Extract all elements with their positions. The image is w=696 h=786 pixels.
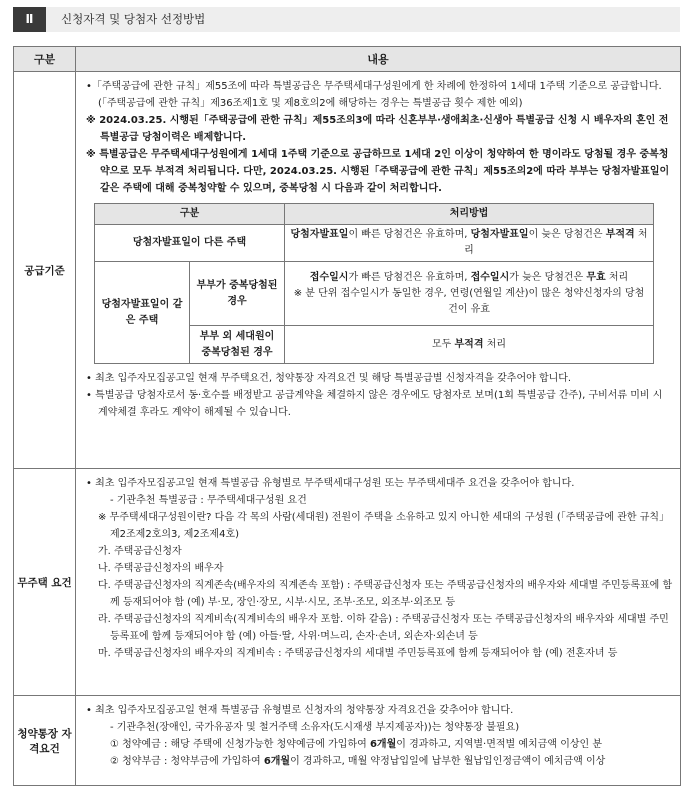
account-paragraph-1: • 최초 입주자모집공고일 현재 특별공급 유형별로 신청자의 청약통장 자격요건을 갖추어야 합니다. bbox=[86, 705, 514, 716]
account-requirement-row bbox=[14, 696, 681, 786]
homeless-requirement-content bbox=[76, 469, 681, 696]
supply-note-1: ※ 2024.03.25. 시행된「주택공급에 관한 규칙」제55조의3에 따라 신혼부부·생애최초·신생아 특별공급 신청 시 배우자의 혼인 전 특별공급 당첨이력은 배제합니다. bbox=[86, 115, 669, 143]
homeless-item: 다. 주택공급신청자의 직계존속(배우자의 직계존속 포함) : 주택공급신청자 또는 주택공급신청자의 배우자와 세대별 주민등록표에 함께 등재되어야 함 (예) 부·모, 장인·장모, 시부·시모, 조부·조모, 외조부·외조모 등 bbox=[98, 580, 673, 608]
section-title: 신청자격 및 당첨자 선정방법 bbox=[61, 12, 206, 26]
supply-paragraph-3: • 특별공급 당첨자로서 동·호수를 배정받고 공급계약을 체결하지 않은 경우에도 당첨자로 보며(1회 특별공급 간주), 구비서류 미비 시 계약체결 후라도 계약이 해제될 수 있습니다. bbox=[86, 390, 663, 418]
header-category: 구분 bbox=[14, 47, 76, 72]
couple-duplicate-method: 접수일시가 빠른 당첨건은 유효하며, 접수일시가 늦은 당첨건은 무효 처리 ※ 분 단위 접수일시가 동일한 경우, 연령(연월일 계산)이 많은 청약신청자의 당첨건이 유효 bbox=[285, 262, 654, 326]
sub-row-different-date bbox=[95, 225, 654, 262]
different-date-label: 당첨자발표일이 다른 주택 bbox=[95, 225, 285, 262]
other-member-method: 모두 부적격 처리 bbox=[285, 326, 654, 364]
supply-criteria-label: 공급기준 bbox=[14, 72, 76, 469]
account-paragraph-2: - 기관추천(장애인, 국가유공자 및 철거주택 소유자(도시재생 부지제공자))는 청약통장 불필요) bbox=[110, 722, 520, 733]
homeless-item: 라. 주택공급신청자의 직계비속(직계비속의 배우자 포함. 이하 같음) : 주택공급신청자 또는 주택공급신청자의 배우자와 세대별 주민등록표에 함께 등재되어야 함 (예) 아들·딸, 사위·며느리, 손자·손녀, 외손자·외손녀 등 bbox=[98, 614, 669, 642]
supply-criteria-content bbox=[76, 72, 681, 469]
account-requirement-content bbox=[76, 696, 681, 786]
other-member-label: 부부 외 세대원이 중복당첨된 경우 bbox=[190, 326, 285, 364]
homeless-item: 마. 주택공급신청자의 배우자의 직계비속 : 주택공급신청자의 세대별 주민등록표에 함께 등재되어야 함 (예) 전혼자녀 등 bbox=[98, 648, 618, 659]
homeless-item: 나. 주택공급신청자의 배우자 bbox=[98, 563, 224, 574]
account-requirement-label: 청약통장 자격요건 bbox=[14, 696, 76, 786]
homeless-note: ※ 무주택세대구성원이란? 다음 각 목의 사람(세대원) 전원이 주택을 소유하고 있지 아니한 세대의 구성원 (「주택공급에 관한 규칙」제2조제2호의3, 제2조제4호) bbox=[98, 512, 670, 540]
account-item-installment: ② 청약부금 : 청약부금에 가입하여 6개월이 경과하고, 매월 약정납입일에 납부한 월납입인정금액이 예치금액 이상 bbox=[110, 756, 606, 767]
homeless-requirement-label: 무주택 요건 bbox=[14, 469, 76, 696]
sub-header-method: 처리방법 bbox=[285, 204, 654, 225]
section-header bbox=[13, 7, 680, 32]
couple-duplicate-label: 부부가 중복당첨된 경우 bbox=[190, 262, 285, 326]
section-number: Ⅱ bbox=[13, 7, 46, 32]
eligibility-table bbox=[13, 46, 681, 786]
supply-paragraph-2: • 최초 입주자모집공고일 현재 무주택요건, 청약통장 자격요건 및 해당 특별공급별 신청자격을 갖추어야 합니다. bbox=[86, 373, 572, 384]
supply-note-2: ※ 특별공급은 무주택세대구성원에게 1세대 1주택 기준으로 공급하므로 1세대 2인 이상이 청약하여 한 명이라도 당첨될 경우 중복청약으로 모두 부적격 처리됩니다. 다만, 2024.03.25. 시행된「주택공급에 관한 규칙」제55조의2에 따라 부부는 당첨자발표일이 같은 주택에 대해 중복청약할 수 있으며, 중복당첨 시 다음과 같이 처리합니다. bbox=[86, 149, 670, 194]
homeless-paragraph-2: - 기관추천 특별공급 : 무주택세대구성원 요건 bbox=[110, 495, 307, 506]
homeless-paragraph-1: • 최초 입주자모집공고일 현재 특별공급 유형별로 무주택세대구성원 또는 무주택세대주 요건을 갖추어야 합니다. bbox=[86, 478, 575, 489]
different-date-method: 당첨자발표일이 빠른 당첨건은 유효하며, 당첨자발표일이 늦은 당첨건은 부적격 처리 bbox=[285, 225, 654, 262]
same-date-label: 당첨자발표일이 같은 주택 bbox=[95, 262, 190, 364]
supply-paragraph-1: •「주택공급에 관한 규칙」제55조에 따라 특별공급은 무주택세대구성원에게 한 차례에 한정하여 1세대 1주택 기준으로 공급합니다. (「주택공급에 관한 규칙」제36조제1호 및 제8호의2에 해당하는 경우는 특별공급 횟수 제한 예외) bbox=[86, 81, 662, 109]
duplicate-win-table bbox=[94, 203, 654, 364]
account-item-deposit: ① 청약예금 : 해당 주택에 신청가능한 청약예금에 가입하여 6개월이 경과하고, 지역별·면적별 예치금액 이상인 분 bbox=[110, 739, 603, 750]
header-content: 내용 bbox=[76, 47, 681, 72]
sub-header-category: 구분 bbox=[95, 204, 285, 225]
supply-criteria-row bbox=[14, 72, 681, 469]
table-header-row bbox=[14, 47, 681, 72]
couple-duplicate-note: ※ 분 단위 접수일시가 동일한 경우, 연령(연월일 계산)이 많은 청약신청자의 당첨건이 유효 bbox=[293, 287, 645, 315]
sub-header-row bbox=[95, 204, 654, 225]
homeless-requirement-row bbox=[14, 469, 681, 696]
sub-row-same-date-couple bbox=[95, 262, 654, 326]
homeless-item: 가. 주택공급신청자 bbox=[98, 546, 182, 557]
